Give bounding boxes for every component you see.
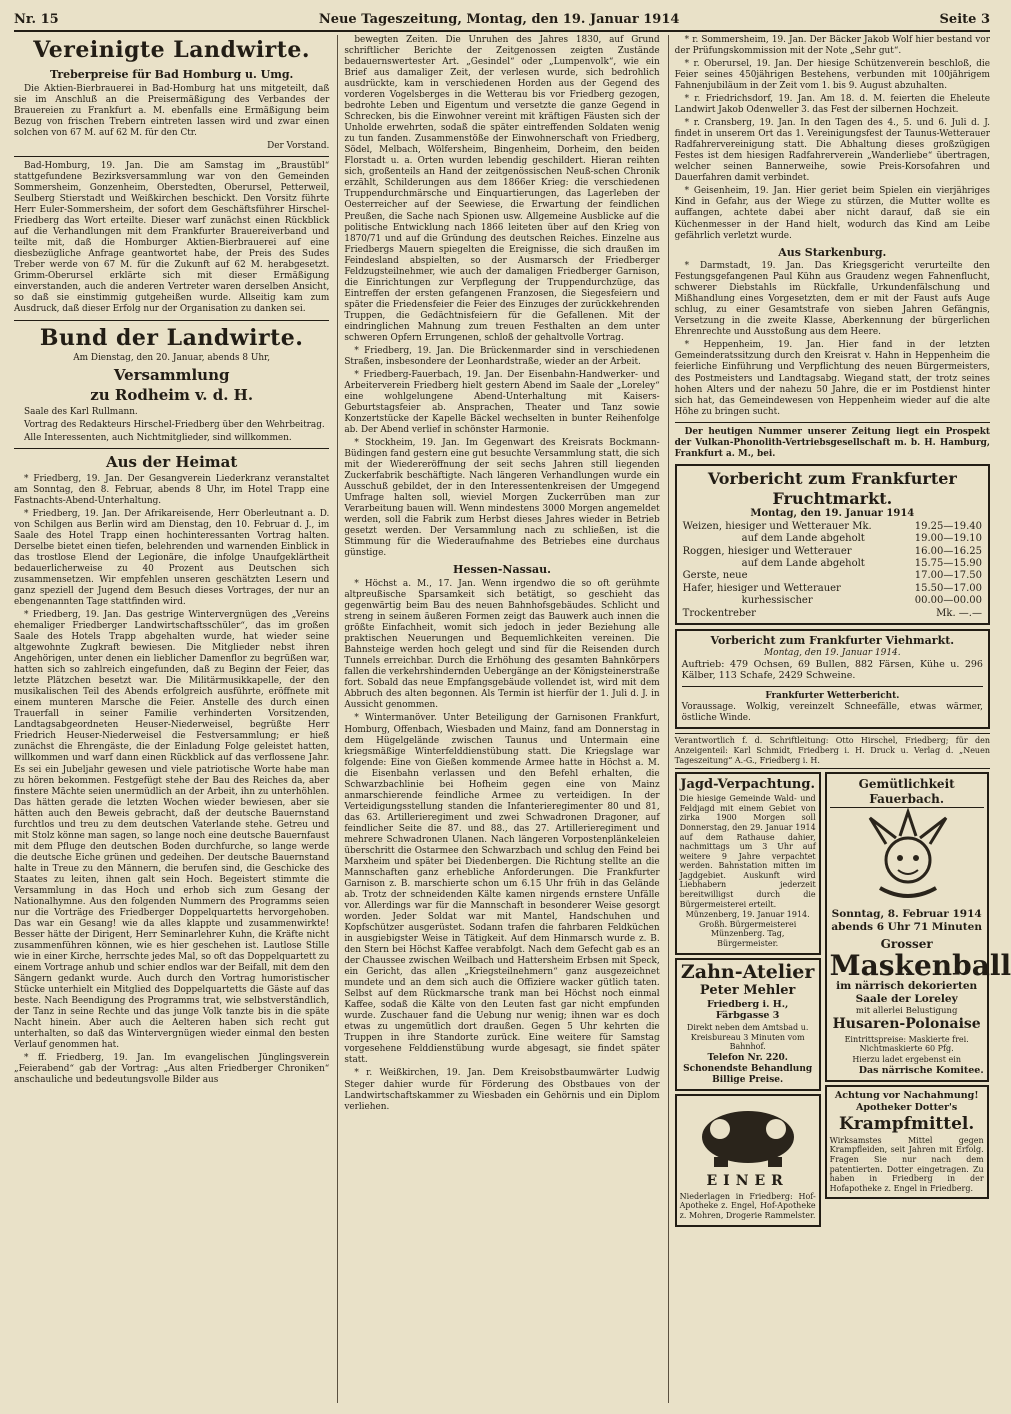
einer-text: Niederlagen in Friedberg: Hof-Apotheke z. Engel, Hof-Apotheke z. Mohren, Drogerie Rammelster. [679,1191,816,1221]
krampf-text: Wirksamstes Mittel gegen Krampfleiden, seit Jahren mit Erfolg. Fragen Sie nur nach dem patentierten. Dotter eingetragen. Zu haben in Friedberg in der Hofapotheke z. Engel in Friedberg. [829,1135,984,1193]
mask-sign: Das närrische Komitee. [858,1065,984,1077]
local-item: * Friedberg-Fauerbach, 19. Jan. Der Eisenbahn-Handwerker- und Arbeiterverein Friedberg hielt gestern Abend im Saale der „Loreley“ eine wohlgelungene Abend-Unterhaltung mit Kaisers-Geburtstagsfeier ab. Ansprachen, Theater und Tanz sowie Konzertstücke der Kapelle Bäckel wechselten in bunter Reihenfolge ab. Der Abend verlief in schönster Harmonie. [344,369,660,436]
zahn-title: Zahn-Atelier [680,960,815,983]
local-item: * Heppenheim, 19. Jan. Hier fand in der letzten Gemeinderatssitzung durch den Kreisrat v. Hahn in Heppenheim die feierliche Einführung und Verpflichtung des neuen Bürgermeisters, des Postmeisters und Landtagsabg. Wiegand statt, der trotz seines hohen Alters und der nahezu 50 Jahre, die er im Postdienst hinter sich hat, das Gemeindewesen von Heppenheim wieder auf die alte Höhe zu bringen sucht. [674,340,990,417]
local-item: * Darmstadt, 19. Jan. Das Kriegsgericht verurteilte den Festungsgefangenen Paul Kühn aus Graudenz wegen Fahnenflucht, schwerer Diebstahls im Rückfalle, Urkundenfälschung und Mißhandlung eines Vorgesetzten, dem er mit der Faust aufs Auge schlug, zu einer Gesamtstrafe von sieben Jahren Gefängnis, Versetzung in die zweite Klasse, Aberkennung der bürgerlichen Ehrenrechte und Ausstoßung aus dem Heere. [674,261,990,338]
row-price: 19.00—19.10 [914,533,982,545]
chronik-text: bewegten Zeiten. Die Unruhen des Jahres 1830, auf Grund schriftlicher Berichte der Zeitgenossen zeigten Zustände bedauernswertester Art. „Gesindel“ oder „Lumpenvolk“, wie ein Brief aus damaliger Zeit, der verlesen wurde, sich bedrohlich ausdrückte, kam in verschiedenen Horden aus der Gegend des vorderen Vogelsberges in die Wetterau bis vor Friedberg gezogen, bedrohte Leben und Eigentum und versetzte die ganze Gegend in Schrecken, bis die Einwohner vereint mit kräftigen Fäusten sich der Unholde erwehrten, sodaß die später eintreffenden Soldaten wenig zu tun fanden. Zusammenstöße der Einwohnerschaft von Friedberg, Södel, Melbach, Wölfersheim, Bingenheim, Dorheim, den beiden Florstadt u. a. Orten wurden lebendig geschildert. Hieran reihten sich, großenteils an Hand der zeitgenössischen Neuß-schen Chronik erzählt, Schilderungen aus dem 1866er Krieg: die verschiedenen Truppendurchmärsche und Einquartierungen, das Lagerleben der Oesterreicher auf der Seewiese, die Erwartung der feindlichen Preußen, die Sache nach Spionen usw. Allgemeine Ausblicke auf die politische Entwicklung nach 1866 leiteten über auf den Krieg von 1870/71 und auf die Gründung des deutschen Reiches. Einzelne aus Friedbergs Mauern spiegelten die Ereignisse, die sich draußen im Feindesland abspielten, so der Ausmarsch der Friedberger Feldzugsteilnehmer, wie auch der damaligen Friedberger Garnison, die Einrichtungen zur Verpflegung der Truppendurchzüge, das Eintreffen der ersten gefangenen Franzosen, die Siegesfeiern und später die Friedensfeier die Feier des Einzuges der zurückkehrenden Truppen, die Gedächtnisfeiern für die Gefallenen. Mit der eindringlichen Mahnung zum treuen Festhalten an dem unter schweren Opfern Errungenen, schloß der gehaltvolle Vortrag. [344,35,660,343]
heimat-title: Aus der Heimat [106,453,238,472]
viehmarkt-date: Montag, den 19. Januar 1914. [763,647,901,658]
einer-title: EINER [706,1173,789,1190]
table-row [682,595,983,607]
wetter-text: Voraussage. Wolkig, vereinzelt Schneefälle, etwas wärmer, östliche Winde. [681,702,983,724]
imprint: Verantwortlich f. d. Schriftleitung: Otto Hirschel, Friedberg; für den Anzeigenteil: Karl Schmidt, Friedberg i. H. Druck u. Verlag d. „Neuen Tageszeitung“ A.-G., Friedberg i. H. [675,733,990,769]
zahn-telephone: Telefon Nr. 220. [707,1052,788,1063]
divider [14,320,329,321]
fruchtmarkt-title: Vorbericht zum Frankfurter Fruchtmarkt. [707,468,957,508]
local-item: * Wintermanöver. Unter Beteiligung der Garnisonen Frankfurt, Homburg, Offenbach, Wiesbaden und Mainz, fand am Donnerstag in dem Hügelgelände zwischen Taunus und Untermain eine kriegsmäßige Winterfelddienstübung statt. Die Kriegslage war folgende: Eine von Gießen kommende Armee hatte in Höchst a. M. die Eisenbahn verlassen und den Befehl erhalten, die Schwarzbachlinie bei Hofheim gegen eine von Mainz anmarschierende feindliche Armee zu verteidigen. In der Verteidigungsstellung standen die Infanterieregimenter 80 und 81, das 63. Artillerieregiment und zwei Schwadronen Dragoner, auf feindlicher Seite die 87. und 88., das 27. Artillerieregiment und mehrere Schwadronen Ulanen. Nach längeren Vorpostenplänkeleien überschritt die Ostarmee den Schwarzbach und schlug den Feind bei Marxheim und später bei Diedenbergen. Die Richtung stellte an die Mannschaften ganz erhebliche Anforderungen. Die Frankfurter Garnison z. B. marschierte schon um 6.15 Uhr früh in das Gelände ab. Trotz der schneidenden Kälte kamen nirgends ernstere Unfälle vor. Allerdings war für die Mannschaft in besonderer Weise gesorgt worden. Jeder Soldat war mit Mantel, Handschuhen und Kopfschützer ausgerüstet. Sodann trafen die fahrbaren Feldküchen in ausgiebigster Weise in Tätigkeit. Auf dem Hinmarsch wurde z. B. den Stern bei Höchst Kaffee verabfolgt. Nach dem Gefecht gab es an der Chaussee zwischen Weilbach und Hattersheim Erbsen mit Speck, ein Gericht, das allen „Kriegsteilnehmern“ ganz ausgezeichnet mundete und an dem sich auch die Offiziere wacker gütlich taten. Selbst auf dem Rückmarsche trank man bei Höchst noch einmal Kaffee, sodaß die Kälte von den Leuten fast gar nicht empfunden wurde. Zuschauer fand die Uebung nur wenig; ihnen war es doch etwas zu ungemütlich dort draußen. Gegen 5 Uhr kehrten die Truppen in ihre Standorte zurück. Eine weitere für Samstag vorgesehene Felddienstübung wurde abgesagt, sie findet später statt. [344,713,660,1066]
mask-grosser: Grosser [880,936,933,951]
column-3 [668,35,1011,1403]
bund-place: zu Rodheim v. d. H. [90,386,254,405]
row-price: 17.00—17.50 [914,570,982,582]
row-label: Roggen, hiesiger und Wetterauer [682,545,852,557]
table-row [682,608,983,620]
pig-illustration-icon [680,1099,816,1169]
bund-invite: Alle Interessenten, auch Nichtmitglieder, sind willkommen. [24,433,292,444]
page-number: Seite 3 [939,12,990,27]
homburg-article: Bad-Homburg, 19. Jan. Die am Samstag im „Braustübl“ stattgefundene Bezirksversammlung war von den Gemeinden Sommersheim, Gonzenheim, Oberstedten, Oberursel, Petterweil, Seulberg Stierstadt und Weißkirchen beschickt. Den Vorsitz führte Herr Euler-Sommersheim, der sofort dem Geschäftsführer Hirschel-Friedberg das Wort erteilte. Dieser warf zunächst einen Rückblick auf die Verhandlungen mit dem Frankfurter Brauereiverband und teilte mit, daß die Homburger Aktien-Bierbrauerei auf eine diesbezügliche Anfrage geantwortet habe, der Preis des Sudes Treber werde von 67 M. für die Zukunft auf 62 M. herabgesetzt. Grimm-Oberursel erklärte sich mit dieser Ermäßigung einverstanden, auch die anderen Vertreter waren derselben Ansicht, so daß sie einstimmig gutgeheißen wurde. Allseitig kam zum Ausdruck, daß dieser Erfolg nur der Organisation zu danken sei. [14,161,330,315]
maskenball-ad [825,772,1011,1082]
jester-illustration-icon [830,808,986,904]
local-item: * Geisenheim, 19. Jan. Hier geriet beim Spielen ein vierjähriges Kind in Gefahr, aus der Wiege zu stürzen, die Mutter wollte es auffangen, achtete dabei aber nicht darauf, daß sie ein Küchenmesser in der Hand hielt, wodurch das Kind am Leibe gefährlich verletzt wurde. [674,186,990,241]
krampf-ad [825,1085,989,1199]
row-label: auf dem Lande abgeholt [741,533,865,545]
divider [14,448,329,449]
fruchtmarkt-date: Montag, den 19. Januar 1914 [750,508,915,520]
zahn-note: Direkt neben dem Amtsbad u. Kreisbureau 3 Minuten vom Bahnhof. [686,1023,809,1052]
table-row [682,570,983,582]
column-2 [337,35,659,1403]
local-item: * Höchst a. M., 17. Jan. Wenn irgendwo die so oft gerühmte altpreußische Sparsamkeit sich betätigt, so geschieht das gegenwärtig beim Bau des neuen Bahnhofsgebäudes. Schlicht und streng in seinem äußeren Formen zeigt das Bauwerk auch innen die größte Einfachheit, womit sich jedoch in jeder Beziehung alle praktischen Neuerungen und Bequemlichkeiten vereinen. Die Bahnsteige werden hoch gelegt und sind für die Reisenden durch Tunnels erreichbar. Durch die Erhöhung des gesamten Bahnkörpers fallen die verkehrshindernden Uebergänge an der Königsteinerstraße fort. Sobald das neue Empfangsgebäude vollendet ist, wird mit dem Abbruch des alten begonnen. Als Termin ist hierfür der 1. Juli d. J. in Aussicht genommen. [344,579,660,711]
row-price: 16.00—16.25 [914,545,982,557]
ads-left-column [675,772,821,1227]
mask-place: im närrisch dekorierten Saale der Loreley [836,979,978,1005]
local-item: * r. Cransberg, 19. Jan. In den Tagen des 4., 5. und 6. Juli d. J. findet in unserem Ort das 1. Vereinigungsfest der Taunus-Wetterauer Radfahrervereinigung statt. Die Abhaltung dieses großzügigen Festes ist dem hiesigen Radfahrerverein „Wanderliebe“ übertragen, welcher seinen Bannerweihe, sowie Preis-Korsofahren und Dauerfahren damit verbindet. [674,118,990,184]
bund-date: Am Dienstag, den 20. Januar, abends 8 Uhr, [73,352,271,363]
mask-polonaise: Husaren-Polonaise [832,1016,981,1033]
viehmarkt-box [675,629,990,729]
heimat-item: * ff. Friedberg, 19. Jan. Im evangelischen Jünglingsverein „Feierabend“ gab der Vortrag: „Aus alten Friedberger Chroniken“ anschauliche und bedeutungsvolle Bilder aus [14,1053,330,1086]
vorstand-sign: Der Vorstand. [267,141,330,152]
ads-right-column [825,772,1011,1227]
jagd-sign: Münzenberg, 19. Januar 1914. Großh. Bürgermeisterei Münzenberg. Tag, Bürgermeister. [685,910,810,949]
starkenburg-heading: Aus Starkenburg. [778,245,887,259]
row-label: Trockentreber [682,607,756,619]
mask-price: Eintrittspreise: Maskierte frei. Nichtmaskierte 60 Pfg. [844,1034,969,1054]
mask-music: mit allerlei Belustigung [855,1005,958,1016]
zahn-address: Friedberg i. H., Färbgasse 3 [706,998,789,1022]
treber-text: Die Aktien-Bierbrauerei in Bad-Homburg hat uns mitgeteilt, daß sie im Anschluß an die Preisermäßigung des Verbandes der Brauereien zu Frankfurt a. M. ebenfalls eine Ermäßigung beim Bezug von frischen Trebern eintreten lassen wird und zwar einen solchen von 67 M. auf 62 M. für den Ctr. [14,83,330,139]
hessen-nassau-heading: Hessen-Nassau. [453,563,551,577]
local-item: * r. Sommersheim, 19. Jan. Der Bäcker Jakob Wolf hier bestand vor der Prüfungskommission mit der Note „Sehr gut“. [674,35,990,57]
treber-subtitle: Treberpreise für Bad Homburg u. Umg. [49,68,294,82]
masthead-date: Neue Tageszeitung, Montag, den 19. Januar 1914 [318,12,680,27]
row-label: Weizen, hiesiger und Wetterauer Mk. [682,520,872,532]
vereinigte-title: Vereinigte Landwirte. [33,37,311,63]
row-price: Mk. —.— [936,607,982,619]
row-label: kurhessischer [741,595,813,607]
mask-date: Sonntag, 8. Februar 1914 abends 6 Uhr 71 Minuten [831,907,982,933]
table-row [682,558,983,570]
table-row [682,546,983,558]
bund-event: Versammlung [113,365,230,384]
supplement-notice: Der heutigen Nummer unserer Zeitung liegt ein Prospekt der Vulkan-Phonolith-Vertriebsgesellschaft m. b. H. Hamburg, Frankfurt a. M., bei. [674,426,990,459]
divider [682,686,983,687]
heimat-item: * Friedberg, 19. Jan. Das gestrige Wintervergnügen des „Vereins ehemaliger Friedberger Landwirtschaftsschüler“, das im großen Saale des Hotels Trapp abgehalten wurde, hat wieder seine altgewohnte Zugkraft bewiesen. Die Mitglieder nebst ihren Angehörigen, unter denen ein lieblicher Damenflor zu begrüßen war, hatten sich so zahlreich eingefunden, daß zu Beginn der Feier, das letzte Plätzchen besetzt war. Die Militärmusikkapelle, der den musikalischen Teil des Abends erfolgreich ausführte, eröffnete mit einem munteren Marsche die Feier. Anstelle des durch einen Trauerfall in seiner Familie verhinderten Vorsitzenden, Landtagsabgeordneten Heuser-Niederweisel, begrüßte Herr Friedrich Heuser-Niederweisel die Festversammlung; er hieß zunächst die Ehrengäste, die der Einladung Folge geleistet hatten, willkommen und warf dann einen Rückblick auf das verflossene Jahr. Es sei ein Jubeljahr gewesen und viele patriotische Worte habe man zu hören bekommen. Festgefügt stehe der Bau des Reiches da, aber finstere Mächte seien unermüdlich an der Arbeit, ihn zu unterhöhlen. Das hätten gerade die letzten Wochen wieder bewiesen, aber sie hätten auch den Beweis gebracht, daß der deutsche Bauernstand furchtlos und treu zu dem deutschen Vaterlande stehe. Getreu und mit Stolz könne man sagen, so lange noch eine deutsche Bauernfaust mit dem Pfluge den deutschen Boden durchfurche, so lange werde die deutsche Eiche grünen und gedeihen. Der deutsche Bauernstand halte in Treue zu den Männern, die berufen sind, die Geschicke des Staates zu leiten, ihnen galt sein Hoch. Begeistert stimmte die Versammlung in das Hoch und erhob sich zum Gesang der Nationalhymne. Aus den folgenden Nummern des Programms seien nur die Vorträge des Friedberger Doppelquartetts hervorgehoben. Das war ein Gesang! wie da alles klappte und zusammenwirkte! Besser hätte der Dirigent, Herr Seminarlehrer Kuhn, die Kräfte nicht zusammenführen können, wie es hier geschehen ist. Lautlose Stille wie in einer Kirche, herrschte jedes Mal, so oft das Doppelquartett zu einem Vortrage anhub und schier endlos war der Beifall, mit dem den Sängern gedankt wurde. Auch durch den Vortrag humoristischer Stücke unterhielt ein Mitglied des Doppelquartetts die Gäste auf das beste. Nach Beendigung des Programms trat, wie selbstverständlich, der Tanz in seine Rechte und das junge Volk tanzte bis in die späte Nacht hinein. Aber auch die Aelteren haben sich recht gut unterhalten, so daß das Wintervergnügen wieder einmal den besten Verlauf genommen hat. [14,610,330,1051]
einer-ad [675,1094,821,1226]
column-1 [14,35,329,1403]
bund-title: Bund der Landwirte. [39,324,304,351]
row-label: auf dem Lande abgeholt [741,557,865,569]
jagd-text: Die hiesige Gemeinde Wald- und Feldjagd mit einem Gebiet von zirka 1900 Morgen soll Donnerstag, den 29. Januar 1914 auf dem Rathause dahier, nachmittags um 3 Uhr auf weitere 9 Jahre verpachtet werden. Bahnstation mitten im Jagdgebiet. Auskunft wird Liebhabern jederzeit bereitwilligst durch die Bürgermeisterei erteilt. [679,794,816,909]
local-item: * r. Friedrichsdorf, 19. Jan. Am 18. d. M. feierten die Eheleute Landwirt Jakob Odenweller 3. das Fest der silbernen Hochzeit. [674,94,990,116]
table-row [682,583,983,595]
ads-area [675,772,1011,1227]
gemuetlichkeit-title: Gemütlichkeit Fauerbach. [830,777,984,808]
row-price: 15.50—17.00 [914,582,982,594]
row-price: 15.75—15.90 [914,557,982,569]
fruchtmarkt-table [682,521,983,620]
divider [675,422,990,423]
zahn-ad [675,958,821,1092]
heimat-item: * Friedberg, 19. Jan. Der Afrikareisende, Herr Oberleutnant a. D. von Schilgen aus Berlin wird am Dienstag, den 10. Februar d. J., im Saale des Hotel Trapp einen hochinteressanten Vortrag halten. Derselbe bietet einen tiefen, belehrenden und warnenden Einblick in das trostlose Elend der Legionäre, die infolge Unaufgeklärtheit bedauerlicherweise zu 40 Prozent aus Deutschen sich zusammensetzen. Wir empfehlen unseren geschätzten Lesern und ganz speziell der Jugend dem Besuch dieses Vortrages, der nur an ebengenannten Tage stattfinden wird. [14,508,330,608]
fruchtmarkt-box [675,464,990,625]
row-price: 00.00—00.00 [914,595,982,607]
heimat-item: * Friedberg, 19. Jan. Der Gesangverein Liederkranz veranstaltet am Sonntag, den 8. Februar, abends 8 Uhr, im Hotel Trapp eine Fastnachts-Abend-Unterhaltung. [14,473,330,506]
mask-invite: Hierzu ladet ergebenst ein [852,1054,961,1064]
krampf-name: Krampfmittel. [839,1113,975,1134]
mask-title: Maskenball [829,948,1011,982]
viehmarkt-title: Vorbericht zum Frankfurter Viehmarkt. [710,633,955,647]
bund-hall: Saale des Karl Rullmann. [24,407,138,417]
jagd-title: Jagd-Verpachtung. [680,777,815,793]
viehmarkt-text: Auftrieb: 479 Ochsen, 69 Bullen, 882 Färsen, Kühe u. 296 Kälber, 113 Schafe, 2429 Schweine. [681,658,983,682]
divider [14,156,329,157]
local-item: * r. Oberursel, 19. Jan. Der hiesige Schützenverein beschloß, die Feier seines 450jährigen Bestehens, verbunden mit 100jährigem Fahnenjubiläum in der Zeit vom 1. bis 9. August abzuhalten. [674,59,990,92]
local-item: * r. Weißkirchen, 19. Jan. Dem Kreisobstbaumwärter Ludwig Steger dahier wurde für Förderung des Obstbaues von der Landwirtschaftskammer zu Wiesbaden ein Gehörnis und ein Diplom verliehen. [344,1068,660,1112]
row-label: Hafer, hiesiger und Wetterauer [682,582,841,594]
zahn-slogan: Schonendste Behandlung Billige Preise. [683,1064,813,1086]
bund-talk: Vortrag des Redakteurs Hirschel-Friedberg über den Wehrbeitrag. [24,420,325,431]
local-item: * Stockheim, 19. Jan. Im Gegenwart des Kreisrats Bockmann-Büdingen fand gestern eine gut besuchte Versammlung statt, die sich mit der Wiedereröffnung der seit sechs Jahren still liegenden Zuckerfabrik beschäftigte. Nach längeren Verhandlungen wurde ein Ausschuß gebildet, der in den Interessentenkreisen der Umgegend Umfrage halten soll, wieviel Morgen Zuckerrüben man zur Verarbeitung bauen will. Wenn mindestens 3000 Morgen angemeldet werden, soll die Fabrik zum Herbst dieses Jahres wieder in Betrieb gesetzt werden. Der Versammlung nach zu schließen, ist die Stimmung für die Wiederaufnahme des Betriebes eine durchaus günstige. [344,438,660,559]
row-label: Gerste, neue [682,570,748,582]
local-item: * Friedberg, 19. Jan. Die Brückenmarder sind in verschiedenen Straßen, insbesondere der Leonhardstraße, wieder an der Arbeit. [344,345,660,367]
zahn-name: Peter Mehler [699,982,796,998]
columns [14,35,1011,1403]
issue-number: Nr. 15 [14,12,59,27]
krampf-heading: Achtung vor Nachahmung! Apotheker Dotter's [834,1090,979,1113]
table-row [682,533,983,545]
page-header [14,6,990,32]
wetter-title: Frankfurter Wetterbericht. [765,691,900,702]
table-row [682,521,983,533]
jagd-ad [675,772,821,955]
row-price: 19.25—19.40 [914,520,982,532]
